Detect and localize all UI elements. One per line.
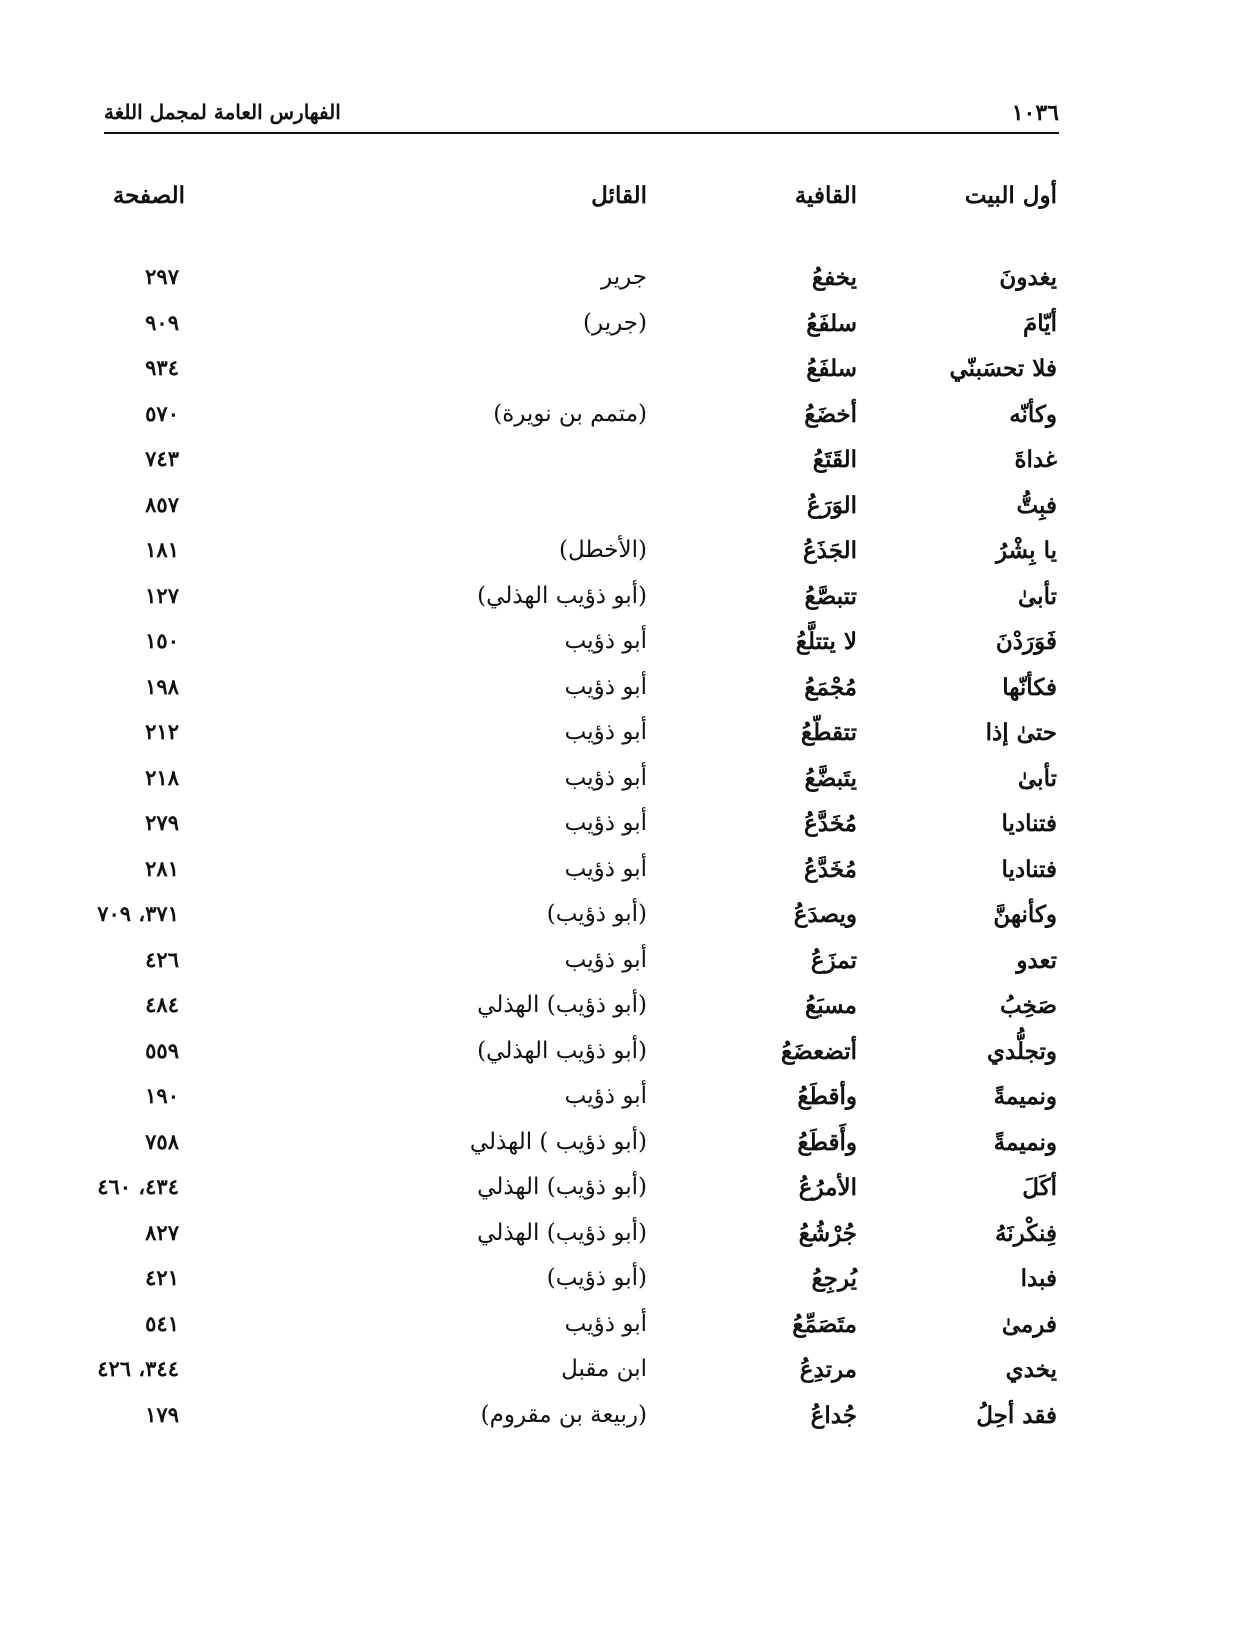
row-page: ٩٠٩ <box>145 310 179 335</box>
page-number: ١٠٣٦ <box>1011 100 1059 126</box>
row-rhyme: وأقطَعُ <box>797 1083 857 1110</box>
row-rhyme: جُداعُ <box>810 1402 857 1429</box>
row-first-of-verse: فبِتُّ <box>1016 492 1057 519</box>
row-poet: (جرير) <box>583 310 647 336</box>
row-first-of-verse: فِنكْرنَهُ <box>994 1220 1057 1247</box>
row-poet: أبو ذؤيب <box>564 856 647 882</box>
row-rhyme: مُخَدَّعُ <box>804 856 857 883</box>
header-poet: القائل <box>591 182 647 209</box>
row-first-of-verse: يا بِشْرُ <box>995 537 1057 564</box>
row-first-of-verse: تعدو <box>1016 947 1057 974</box>
row-first-of-verse: فبدا <box>1020 1265 1057 1292</box>
row-rhyme: تتبصَّعُ <box>804 583 857 610</box>
row-first-of-verse: تأبىٰ <box>1018 765 1057 792</box>
row-page: ١٨١ <box>145 537 179 562</box>
row-rhyme: مُخَدَّعُ <box>804 810 857 837</box>
row-page: ٧٥٨ <box>145 1129 179 1154</box>
row-poet: (أبو ذؤيب ) الهذلي <box>469 1129 647 1155</box>
row-rhyme: يخفعُ <box>811 264 857 291</box>
row-poet: أبو ذؤيب <box>564 628 647 654</box>
row-page: ٤٢٦ <box>145 947 179 972</box>
book-title: الفهارس العامة لمجمل اللغة <box>104 100 341 124</box>
row-poet: (متمم بن نويرة) <box>493 401 647 427</box>
row-first-of-verse: ونميمةً <box>993 1083 1057 1110</box>
row-poet: (أبو ذؤيب) الهذلي <box>477 1220 647 1246</box>
row-poet: (أبو ذؤيب) <box>546 901 647 927</box>
row-page: ٥٧٠ <box>145 401 179 426</box>
row-first-of-verse: صَخِبُ <box>1000 992 1057 1019</box>
running-head <box>104 98 1059 134</box>
row-first-of-verse: فلا تحسَبنّي <box>949 355 1057 382</box>
row-page: ٤٢١ <box>145 1265 179 1290</box>
row-page: ٢١٢ <box>145 719 179 744</box>
row-poet: أبو ذؤيب <box>564 719 647 745</box>
row-first-of-verse: فتناديا <box>1001 856 1057 883</box>
row-poet: أبو ذؤيب <box>564 947 647 973</box>
row-poet: جرير <box>601 264 647 290</box>
row-page: ١٥٠ <box>145 628 179 653</box>
row-rhyme: الأمرُعُ <box>798 1174 857 1201</box>
row-page: ٢٩٧ <box>145 264 179 289</box>
row-first-of-verse: يخدي <box>1005 1356 1057 1383</box>
row-rhyme: مسبَعُ <box>804 992 857 1019</box>
row-rhyme: وأَقطَعُ <box>797 1129 857 1156</box>
row-page: ٨٢٧ <box>145 1220 179 1245</box>
row-poet: (أبو ذؤيب الهذلي) <box>477 583 647 609</box>
row-first-of-verse: ونميمةً <box>993 1129 1057 1156</box>
row-poet: أبو ذؤيب <box>564 674 647 700</box>
row-rhyme: الوَرَعُ <box>806 492 857 519</box>
row-first-of-verse: أيّامَ <box>1022 310 1057 337</box>
row-page: ٤٣٤، ٤٦٠ <box>97 1174 179 1199</box>
row-page: ٢٧٩ <box>145 810 179 835</box>
row-page: ٧٤٣ <box>145 446 179 471</box>
row-first-of-verse: تأبىٰ <box>1018 583 1057 610</box>
row-first-of-verse: فتناديا <box>1001 810 1057 837</box>
row-page: ٤٨٤ <box>145 992 179 1017</box>
row-page: ٣٧١، ٧٠٩ <box>97 901 179 926</box>
row-poet: أبو ذؤيب <box>564 765 647 791</box>
row-page: ٣٤٤، ٤٢٦ <box>97 1356 179 1381</box>
row-first-of-verse: وكأنّه <box>1009 401 1057 428</box>
row-first-of-verse: يغدونَ <box>999 264 1057 291</box>
row-first-of-verse: حتىٰ إذا <box>985 719 1057 746</box>
row-first-of-verse: وكأنهنَّ <box>993 901 1057 928</box>
row-poet: (الأخطل) <box>559 537 647 563</box>
row-rhyme: القَتَعُ <box>812 446 857 473</box>
row-poet: (أبو ذؤيب الهذلي) <box>477 1038 647 1064</box>
row-poet: (ربيعة بن مقروم) <box>480 1402 647 1428</box>
row-first-of-verse: فكأنّها <box>1002 674 1057 701</box>
row-rhyme: يُرجِعُ <box>811 1265 857 1292</box>
row-rhyme: أخضَعُ <box>804 401 857 428</box>
row-rhyme: متَصَمِّعُ <box>792 1311 857 1338</box>
row-first-of-verse: أكَلَ <box>1022 1174 1057 1201</box>
row-page: ٨٥٧ <box>145 492 179 517</box>
row-rhyme: سلفَعُ <box>806 355 857 382</box>
header-first-of-verse: أول البيت <box>964 182 1057 209</box>
row-poet: (أبو ذؤيب) <box>546 1265 647 1291</box>
row-rhyme: أتضعضَعُ <box>780 1038 857 1065</box>
row-rhyme: تمزَعُ <box>810 947 857 974</box>
row-page: ١٧٩ <box>145 1402 179 1427</box>
row-first-of-verse: وتجلُّدي <box>986 1038 1057 1065</box>
row-page: ١٢٧ <box>145 583 179 608</box>
row-page: ١٩٠ <box>145 1083 179 1108</box>
row-poet: أبو ذؤيب <box>564 1083 647 1109</box>
row-rhyme: جُرْشُعُ <box>798 1220 857 1247</box>
row-rhyme: تتقطّعُ <box>800 719 857 746</box>
row-page: ٥٤١ <box>145 1311 179 1336</box>
row-poet: أبو ذؤيب <box>564 810 647 836</box>
row-page: ١٩٨ <box>145 674 179 699</box>
row-first-of-verse: فرمىٰ <box>1001 1311 1057 1338</box>
row-rhyme: ويصدَعُ <box>793 901 857 928</box>
row-first-of-verse: فقد أحِلُ <box>976 1402 1057 1429</box>
row-poet: أبو ذؤيب <box>564 1311 647 1337</box>
row-rhyme: مرتدِعُ <box>799 1356 857 1383</box>
row-poet: (أبو ذؤيب) الهذلي <box>477 1174 647 1200</box>
row-rhyme: يتَبضَّعُ <box>804 765 857 792</box>
row-rhyme: الجَذَعُ <box>802 537 857 564</box>
row-page: ٩٣٤ <box>145 355 179 380</box>
row-page: ٢٨١ <box>145 856 179 881</box>
row-rhyme: سلفَعُ <box>806 310 857 337</box>
header-page: الصفحة <box>112 182 185 209</box>
row-page: ٥٥٩ <box>145 1038 179 1063</box>
row-first-of-verse: غداةَ <box>1014 446 1057 473</box>
header-rhyme: القافية <box>794 182 857 209</box>
row-first-of-verse: فَوَرَدْنَ <box>995 628 1057 655</box>
row-poet: ابن مقبل <box>561 1356 647 1382</box>
row-rhyme: لا يتتلَّعُ <box>795 628 857 655</box>
row-page: ٢١٨ <box>145 765 179 790</box>
row-poet: (أبو ذؤيب) الهذلي <box>477 992 647 1018</box>
row-rhyme: مُجْمَعُ <box>804 674 857 701</box>
